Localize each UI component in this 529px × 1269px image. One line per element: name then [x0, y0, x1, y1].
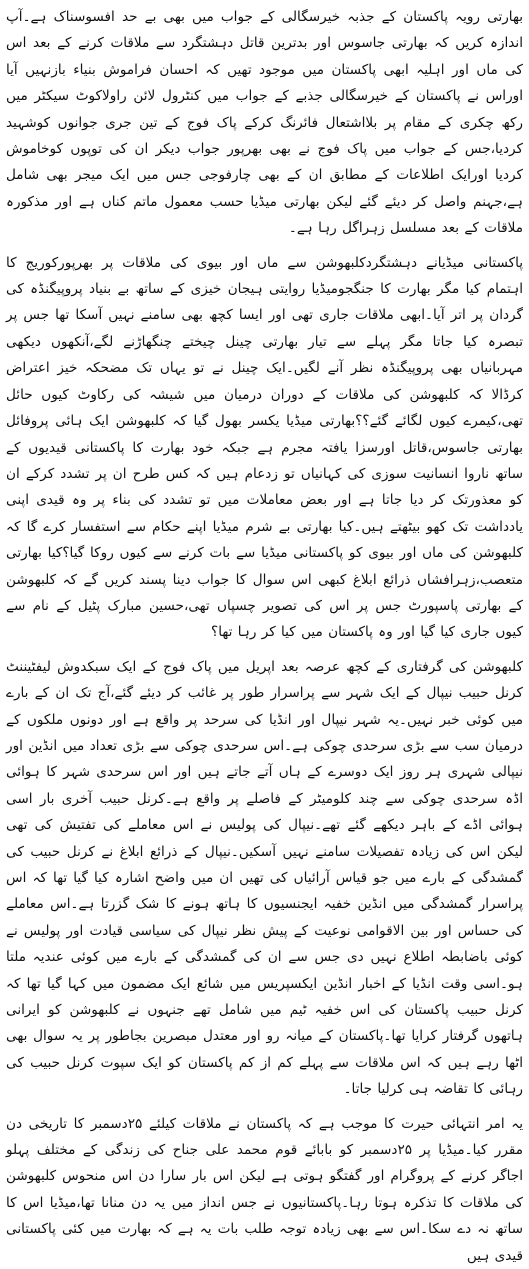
- article-column: [6, 4, 523, 1269]
- article-paragraph-2: پاکستانی میڈیانے دہشتگردکلبھوشن سے ماں اور بیوی کی ملاقات پر بھرپورکوریج کا اہتمام کیا مگر بھارت کا جنگجومیڈیا روایتی ہیجان خیزی کے ساتھ بے بنیاد پروپیگنڈہ کی گردان پر اتر آیا۔ابھی ملاقات جاری تھی اور ایسا کچھ بھی سامنے نہیں آسکا تھا جس پر تبصرہ کیا جاتا مگر پہلے سے تیار بھارتی چینل چیختے چنگھاڑنے لگے،آنکھوں دیکھی مہربانیاں بھی پروپیگنڈہ نظر آنے لگیں۔ایک چینل نے تو یہاں تک مضحکہ خیز اعتراض کرڈالا کہ کلبھوشن کی ملاقات کے دوران درمیان میں شیشہ کی رکاوٹ کیوں حائل تھی،کیمرے کیوں لگائے گئے؟؟بھارتی میڈیا یکسر بھول گیا کہ کلبھوشن ایک ہائی پروفائل بھارتی جاسوس،قاتل اورسزا یافتہ مجرم ہے جبکہ خود بھارت کا پاکستانی قیدیوں کے ساتھ ناروا انسانیت سوزی کی کہانیاں تو زدعام ہیں کہ کس طرح ان پر تشدد کرکے ان کو معذورتک کر دیا جاتا ہے اور بعض معاملات میں تو تشدد کی بناء پر وہ قیدی اپنی یادداشت تک کھو بیٹھتے ہیں۔کیا بھارتی بے شرم میڈیا اپنے حکام سے استفسار کرے گا کہ کلبھوشن کی ماں اور بیوی کو پاکستانی میڈیا سے بات کرنے سے کیوں روکا گیا؟کیا بھارتی متعصب،زہرافشاں ذرائع ابلاغ کبھی اس سوال کا جواب دینا پسند کریں گے کہ کلبھوشن کے بھارتی پاسپورٹ جس پر اس کی تصویر چسپاں تھی،حسین مبارک پٹیل کے نام سے کیوں جاری کیا گیا اور وہ پاکستان میں کیا کر رہا تھا؟: [6, 254, 523, 641]
- article-paragraph-3: کلبھوشن کی گرفتاری کے کچھ عرصہ بعد اپریل میں پاک فوج کے ایک سبکدوش لیفٹیننٹ کرنل حبیب نیپال کے ایک شہر سے پراسرار طور پر غائب کر دیئے گئے،آج تک ان کے بارے میں کوئی خبر نہیں۔یہ شہر نیپال اور انڈیا کی سرحد پر واقع ہے اور دونوں ملکوں کے درمیان سب سے بڑی سرحدی چوکی ہے۔اس سرحدی چوکی سے بڑی تعداد میں انڈین اور نیپالی شہری ہر روز ایک دوسرے کے ہاں آتے جاتے ہیں اور اس سرحدی شہر کا ہوائی اڈہ سرحدی چوکی سے چند کلومیٹر کے فاصلے پر واقع ہے۔کرنل حبیب آخری بار اسی ہوائی اڈے کے باہر دیکھے گئے تھے۔نیپال کی پولیس نے اس معاملے کی تفتیش کی تھی لیکن اس کی زیادہ تفصیلات سامنے نہیں آسکیں۔نیپال کے ذرائع ابلاغ نے کرنل حبیب کی گمشدگی کے بارے میں جو قیاس آرائیاں کی تھیں ان میں واضح اشارہ کیا گیا تھا کہ اس پراسرار گمشدگی میں انڈین خفیہ ایجنسیوں کا ہاتھ ہونے کا شک گزرتا ہے۔اس معاملے کی حساس اور بین الاقوامی نوعیت کے پیش نظر نیپال کی سیاسی قیادت اور پولیس نے کوئی باضابطہ اطلاع نہیں دی جس سے ان کی گمشدگی کے بارے میں کوئی عندیہ ملتا ہو۔اسی وقت انڈیا کے اخبار انڈین ایکسپریس میں شائع ایک مضمون میں کہا گیا تھا کہ کرنل حبیب پاکستان کی اس خفیہ ٹیم میں شامل تھے جنہوں نے کلبھوشن کو ایرانی ہاتھوں گرفتار کرایا تھا۔پاکستان کے میانہ رو اور معتدل مبصرین بجاطور پر یہ سوال بھی اٹھا رہے ہیں کہ اس ملاقات سے پہلے کم از کم پاکستان کو ایک سپوت کرنل حبیب کی رہائی کا تقاضہ ہی کرلیا جاتا۔: [6, 658, 523, 1098]
- article-paragraph-4: یہ امر انتہائی حیرت کا موجب ہے کہ پاکستان نے ملاقات کیلئے ۲۵دسمبر کا تاریخی دن مقرر کیا۔میڈیا پر ۲۵دسمبر کو بابائے قوم محمد علی جناح کی زندگی کے مختلف پہلو اجاگر کرنے کے پروگرام اور گفتگو ہوتی ہے لیکن اس بار سارا دن اس منحوس کلبھوشن کی ملاقات کا تذکرہ ہوتا رہا۔پاکستانیوں نے جس انداز میں یہ دن منانا تھا،میڈیا اس کا ساتھ نہ دے سکا۔اس سے بھی زیادہ توجہ طلب بات یہ ہے کہ بھارت میں کئی پاکستانی قیدی ہیں: [6, 1115, 523, 1264]
- article-paragraph-1: بھارتی رویہ پاکستان کے جذبہ خیرسگالی کے جواب میں بھی بے حد افسوسناک ہے۔آپ اندازہ کریں کہ بھارتی جاسوس اور بدترین قاتل دہشتگرد سے ملاقات کرنے کے بعد اس کی ماں اور اہلیہ ابھی پاکستان میں موجود تھیں کہ احسان فراموش بنیاء بازنہیں آیا اوراس نے پاکستان کے خیرسگالی جذبے کے جواب میں کنٹرول لائن راولاکوٹ سیکٹر میں رکھ چکری کے مقام پر بلااشتعال فائرنگ کرکے پاک فوج کے تین جری جوانوں کوشہید کردیا،جس کے جواب میں پاک فوج نے بھی بھرپور جواب دیکر ان کی توپوں کوخاموش کردیا اورایک اطلاعات کے مطابق ان کے بھی چارفوجی جس میں ایک میجر بھی شامل ہے،جہنم واصل کر دیئے گئے لیکن بھارتی میڈیا حسب معمول ماتم کناں ہے اور مذکورہ ملاقات کے بعد مسلسل زہراگل رہا ہے۔: [6, 9, 523, 237]
